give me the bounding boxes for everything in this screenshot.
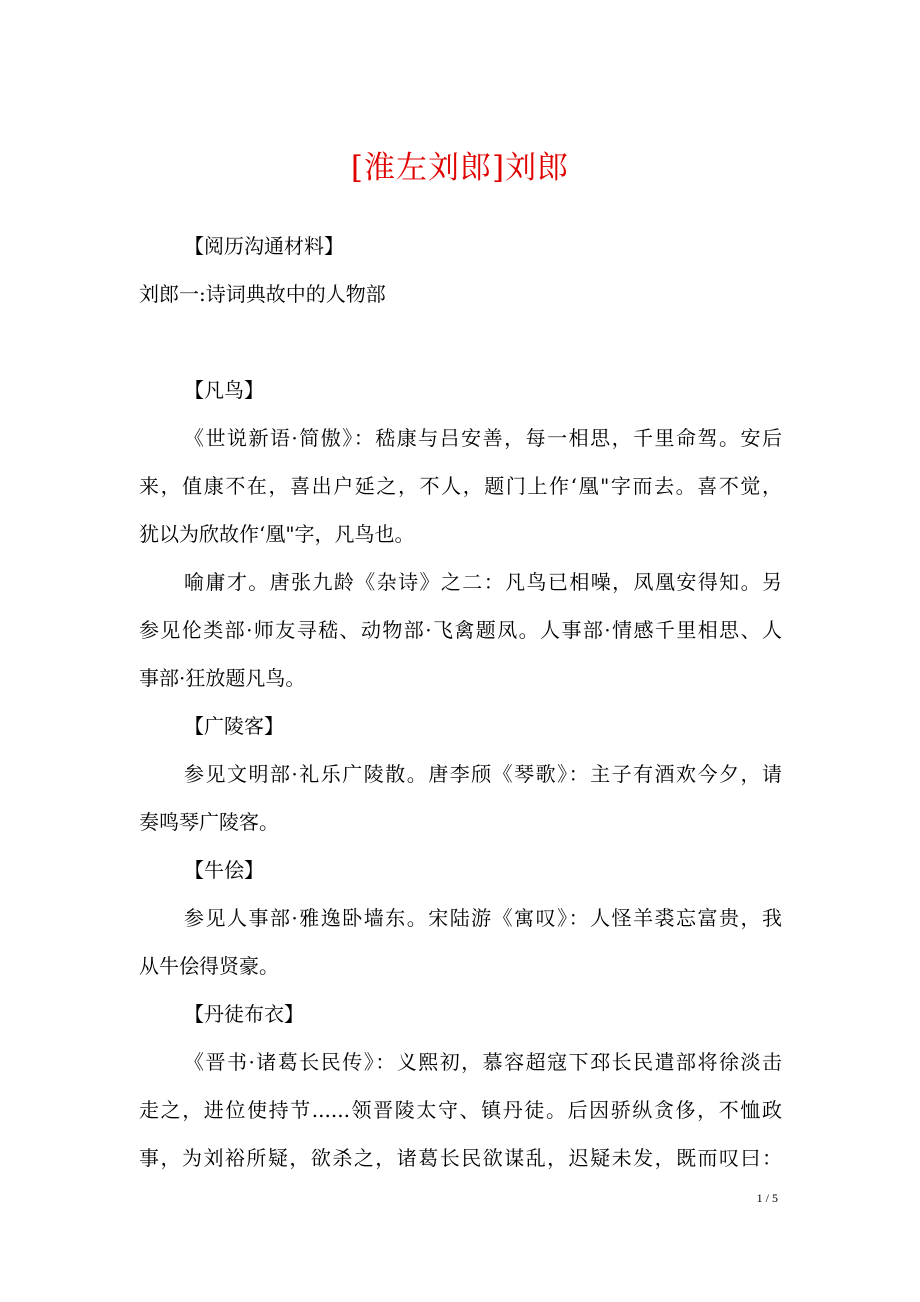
text-line: 事，为刘裕所疑，欲杀之，诸葛长民欲谋乱，迟疑未发，既而叹曰： bbox=[139, 1146, 782, 1170]
blank-line bbox=[139, 318, 782, 366]
document-title: [淮左刘郎]刘郎 bbox=[350, 150, 570, 186]
page-number: 1 / 5 bbox=[756, 1191, 778, 1205]
text-line: 参见人事部·雅逸卧墙东。宋陆游《寓叹》：人怪羊裘忘富贵，我 bbox=[184, 906, 782, 930]
text-line: 从牛侩得贤豪。 bbox=[139, 954, 279, 978]
text-line: 参见文明部·礼乐广陵散。唐李颀《琴歌》：主子有酒欢今夕，请 bbox=[184, 762, 782, 786]
text-line: 《世说新语·简傲》：嵇康与吕安善，每一相思，千里命驾。安后 bbox=[184, 426, 782, 450]
text-line: 走之，进位使持节......领晋陵太守、镇丹徒。后因骄纵贪侈，不恤政 bbox=[139, 1098, 782, 1122]
text-line: 《晋书·诸葛长民传》：义熙初，慕容超寇下邳长民遣部将徐淡击 bbox=[184, 1050, 782, 1074]
text-line: 刘郎一:诗词典故中的人物部 bbox=[139, 282, 386, 306]
text-line: 奏鸣琴广陵客。 bbox=[139, 810, 279, 834]
text-line: 犹以为欣故作‘凰"字，凡鸟也。 bbox=[139, 522, 415, 546]
text-line: 【丹徒布衣】 bbox=[184, 1002, 304, 1026]
text-line: 【广陵客】 bbox=[184, 714, 284, 738]
text-line: 喻庸才。唐张九龄《杂诗》之二：凡鸟已相噪，凤凰安得知。另 bbox=[184, 570, 782, 594]
document-body bbox=[139, 222, 782, 1182]
text-line: 【凡鸟】 bbox=[184, 378, 264, 402]
text-line: 【阅历沟通材料】 bbox=[184, 234, 344, 258]
text-line: 参见伦类部·师友寻嵇、动物部·飞禽题凤。人事部·情感千里相思、人 bbox=[139, 618, 782, 642]
text-line: 【牛侩】 bbox=[184, 858, 264, 882]
text-line: 来，值康不在，喜出户延之，不人，题门上作‘凰"字而去。喜不觉， bbox=[139, 474, 782, 498]
text-line: 事部·狂放题凡鸟。 bbox=[139, 666, 306, 690]
